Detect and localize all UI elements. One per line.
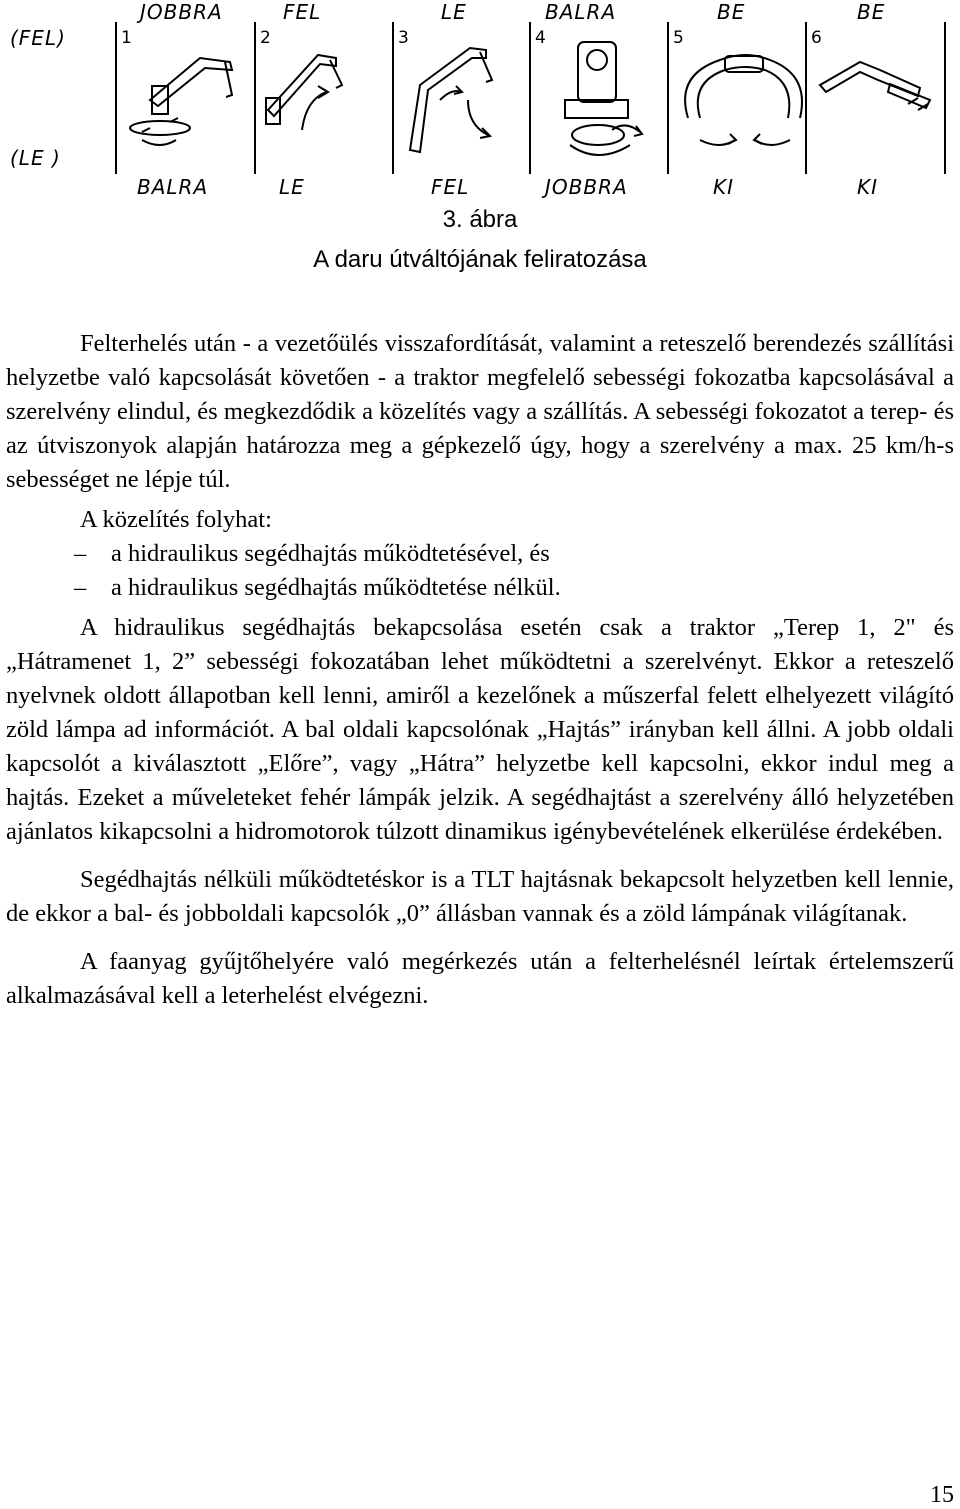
crane-arm-2-icon xyxy=(266,55,342,130)
list-item: – a hidraulikus segédhajtás működtetésével, és xyxy=(74,540,550,567)
top-label-1: JOBBRA xyxy=(140,0,223,24)
panel-number-1: 1 xyxy=(121,28,132,48)
paragraph-2: A közelítés folyhat: xyxy=(80,506,272,533)
crane-drawings xyxy=(0,0,960,205)
side-label-down: (LE ) xyxy=(10,146,61,170)
page-number: 15 xyxy=(930,1482,954,1508)
panel-number-3: 3 xyxy=(398,28,409,48)
figure-caption-title: A daru útváltójának feliratozása xyxy=(313,246,647,273)
crane-arm-6-icon xyxy=(820,62,930,110)
bottom-label-2: LE xyxy=(279,175,305,199)
paragraph-3: A hidraulikus segédhajtás bekapcsolása esetén csak a traktor „Terep 1, 2" és „Hátramenet 1, 2” sebességi fokozatában lehet működtetni a szerelvényt. Ekkor a reteszelő nyelvnek oldott állapotban kell lenni, amiről a kezelőnek a műszerfal felett elhelyezett világító zöld lámpa ad információt. A bal oldali kapcsolónak „Hajtás” irányban kell állni. A jobb oldali kapcsolót a kiválasztott „Előre”, vagy „Hátra” helyzetbe kell kapcsolni, ekkor indul meg a hajtás. Ezeket a műveleteket fehér lámpák jelzik. A segédhajtást a szerelvény álló helyzetében ajánlatos kikapcsolni a hidromotorok túlzott dinamikus igénybevételének elkerülése érdekében. xyxy=(6,614,954,845)
top-label-2: FEL xyxy=(283,0,322,24)
top-label-4: BALRA xyxy=(545,0,617,24)
crane-arm-1-icon xyxy=(130,58,232,145)
crane-control-figure xyxy=(0,0,960,205)
side-label-up: (FEL) xyxy=(10,26,66,50)
panel-number-6: 6 xyxy=(811,28,822,48)
figure-caption-number: 3. ábra xyxy=(442,206,518,233)
body-text xyxy=(6,327,954,1013)
bottom-label-5: KI xyxy=(713,175,735,199)
list-item: – a hidraulikus segédhajtás működtetése nélkül. xyxy=(74,574,561,601)
panel-number-4: 4 xyxy=(535,28,546,48)
bottom-label-4: JOBBRA xyxy=(545,175,628,199)
paragraph-1: Felterhelés után - a vezetőülés visszafordítását, valamint a reteszelő berendezés szállítási helyzetbe való kapcsolását követően - a traktor megfelelő sebességi fokozatba kapcsolásával a szerelvény elindul, és megkezdődik a közelítés vagy a szállítás. A sebességi fokozatot a terep- és az útviszonyok alapján határozza meg a gépkezelő úgy, hogy a szerelvény a max. 25 km/h-s sebességet ne lépje túl. xyxy=(6,330,954,493)
crane-arm-3-icon xyxy=(410,48,492,152)
panel-number-2: 2 xyxy=(260,28,271,48)
top-label-6: BE xyxy=(857,0,886,24)
approach-methods-list xyxy=(6,537,954,605)
bottom-label-3: FEL xyxy=(431,175,470,199)
bottom-label-1: BALRA xyxy=(137,175,209,199)
panel-number-5: 5 xyxy=(673,28,684,48)
paragraph-5: A faanyag gyűjtőhelyére való megérkezés után a felterhelésnél leírtak értelemszerű alkalmazásával kell a leterhelést elvégezni. xyxy=(6,948,954,1009)
top-label-5: BE xyxy=(717,0,746,24)
rotator-icon xyxy=(565,42,642,155)
paragraph-4: Segédhajtás nélküli működtetéskor is a TLT hajtásnak bekapcsolt helyzetben kell lennie, de ekkor a bal- és jobboldali kapcsolók „0” állásban vannak és a zöld lámpának világítanak. xyxy=(6,866,954,927)
grapple-icon xyxy=(685,55,802,145)
bottom-label-6: KI xyxy=(857,175,879,199)
top-label-3: LE xyxy=(441,0,467,24)
